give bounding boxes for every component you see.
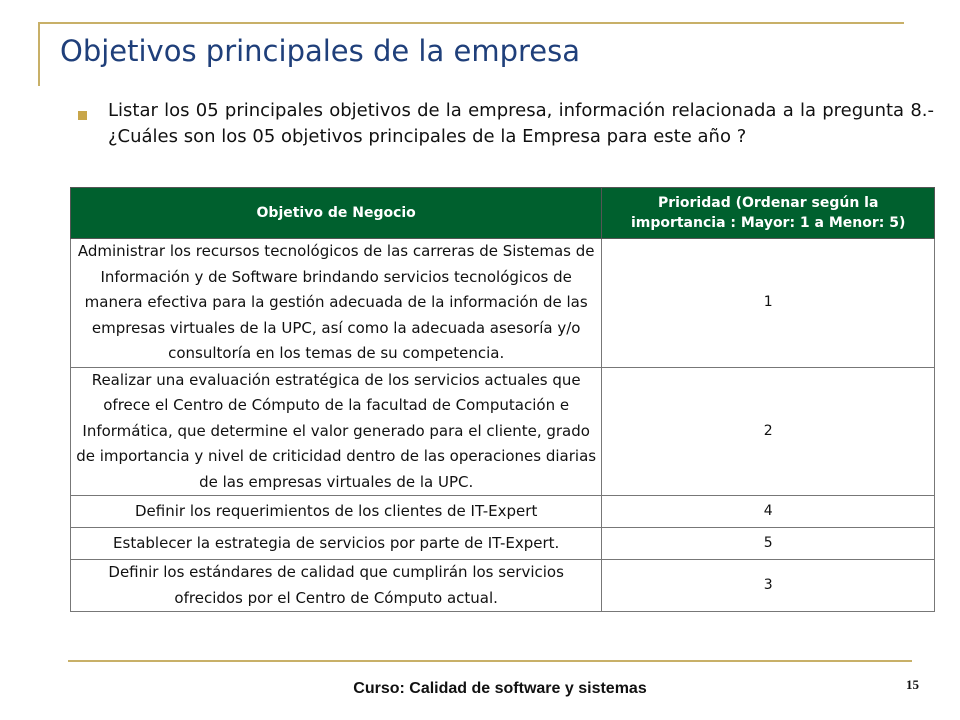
header-prioridad: Prioridad (Ordenar según la importancia : Mayor: 1 a Menor: 5) bbox=[602, 188, 935, 239]
bullet-text: Listar los 05 principales objetivos de la empresa, información relacionada a la pregunta 8.- ¿Cuáles son los 05 objetivos principales de la Empresa para este año ? bbox=[108, 100, 934, 147]
prioridad-cell: 3 bbox=[602, 560, 935, 612]
prioridad-cell: 2 bbox=[602, 367, 935, 496]
bullet-square-icon bbox=[78, 111, 87, 120]
prioridad-cell: 5 bbox=[602, 528, 935, 560]
table-row bbox=[71, 496, 935, 528]
course-footer: Curso: Calidad de software y sistemas bbox=[353, 680, 647, 697]
objetivo-cell: Realizar una evaluación estratégica de los servicios actuales que ofrece el Centro de Cómputo de la facultad de Computación e Informática, que determine el valor generado para el cliente, grado de importancia y nivel de criticidad dentro de las operaciones diarias de las empresas virtuales de la UPC. bbox=[71, 367, 602, 496]
table-header-row bbox=[71, 188, 935, 239]
table-row bbox=[71, 239, 935, 368]
objetivo-cell: Establecer la estrategia de servicios por parte de IT-Expert. bbox=[71, 528, 602, 560]
objetivo-cell: Administrar los recursos tecnológicos de las carreras de Sistemas de Información y de Software brindando servicios tecnológicos de manera efectiva para la gestión adecuada de la información de las empresas virtuales de la UPC, así como la adecuada asesoría y/o consultoría en los temas de su competencia. bbox=[71, 239, 602, 368]
bottom-border-line bbox=[68, 660, 912, 662]
table-row bbox=[71, 560, 935, 612]
top-border-line bbox=[38, 22, 904, 24]
objetivo-cell: Definir los requerimientos de los clientes de IT-Expert bbox=[71, 496, 602, 528]
objectives-table bbox=[70, 187, 935, 612]
left-border-line bbox=[38, 22, 40, 86]
table-row bbox=[71, 528, 935, 560]
slide-title: Objetivos principales de la empresa bbox=[60, 34, 580, 68]
prioridad-cell: 4 bbox=[602, 496, 935, 528]
header-objetivo: Objetivo de Negocio bbox=[71, 188, 602, 239]
page-number: 15 bbox=[906, 677, 919, 692]
objetivo-cell: Definir los estándares de calidad que cumplirán los servicios ofrecidos por el Centro de Cómputo actual. bbox=[71, 560, 602, 612]
table-row bbox=[71, 367, 935, 496]
prioridad-cell: 1 bbox=[602, 239, 935, 368]
